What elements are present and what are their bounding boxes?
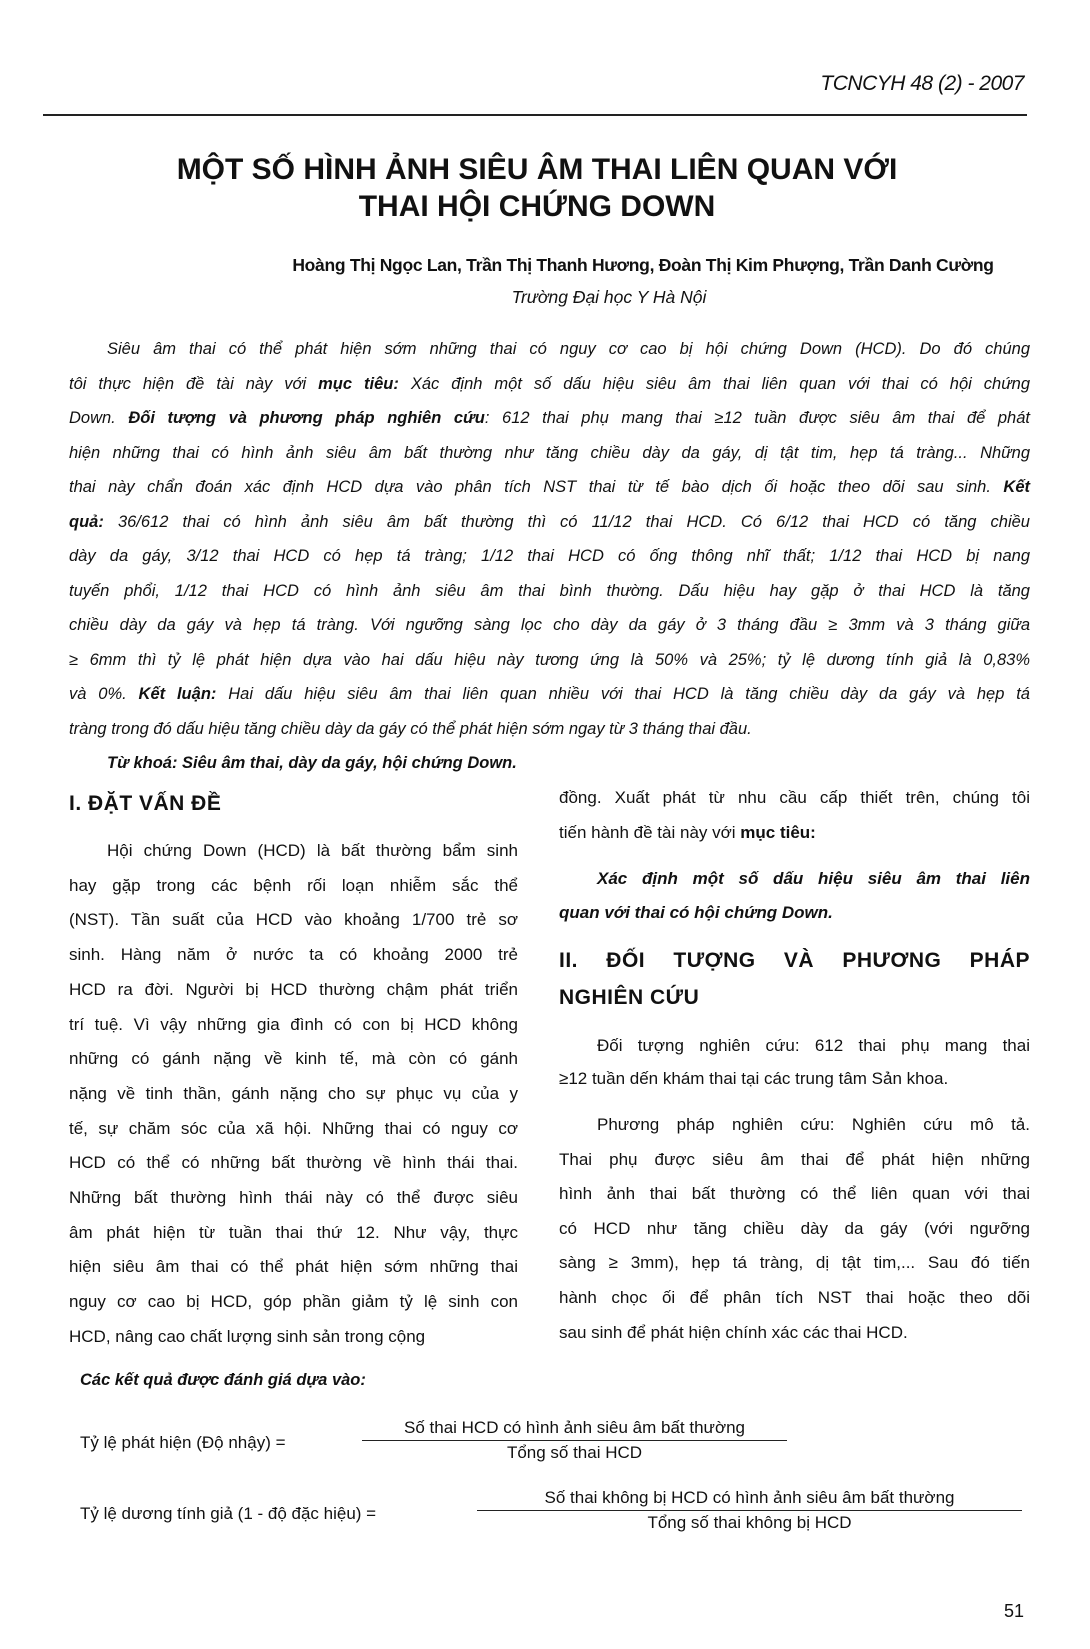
- text-run: Đối tượng nghiên cứu: 612 thai phụ mang thai: [597, 1036, 1030, 1055]
- text-line: [559, 1029, 1030, 1062]
- text-run: Những bất thường hình thái này có thể được siêu: [69, 1188, 518, 1208]
- text-line: [69, 436, 1030, 471]
- text-line: [69, 539, 1030, 574]
- subjects-paragraph: [559, 1029, 1030, 1095]
- text-run: sinh. Hàng năm ở nước ta có khoảng 2000 trẻ: [69, 945, 518, 965]
- text-run: đồng. Xuất phát từ nhu cầu cấp thiết trên, chúng tôi: [559, 788, 1030, 807]
- text-run: tràng trong đó dấu hiệu tăng chiều dày da gáy có thể phát hiện sớm ngay từ 3 tháng thai đầu.: [69, 719, 752, 738]
- text-line: [69, 712, 1030, 747]
- text-run: sàng ≥ 3mm), hẹp tá tràng, dị tật tim,... Sau đó tiến: [559, 1253, 1030, 1273]
- formula-false-positive-label: Tỷ lệ dương tính giả (1 - độ đặc hiệu) =: [80, 1504, 377, 1523]
- text-line: [69, 367, 1030, 402]
- text-run: sau sinh để phát hiện chính xác các thai HCD.: [559, 1322, 908, 1342]
- text-run: hay gặp trong các bệnh rối loạn nhiễm sắc thể: [69, 875, 518, 895]
- text-run: HCD, nâng cao chất lượng sinh sản trong cộng: [69, 1326, 426, 1346]
- text-line: [69, 869, 518, 904]
- bold-run: Đối tượng và phương pháp nghiên cứu: [128, 409, 485, 427]
- text-line: [69, 470, 1030, 505]
- text-line: [69, 677, 1030, 712]
- affiliation: Trường Đại học Y Hà Nội: [511, 287, 707, 307]
- text-line: [69, 574, 1030, 609]
- page-number: 51: [1004, 1601, 1025, 1621]
- keywords: Từ khoá: Siêu âm thai, dày da gáy, hội chứng Down.: [107, 754, 517, 772]
- text-line: [69, 401, 1030, 436]
- bold-run: mục tiêu:: [318, 374, 399, 393]
- text-run: nặng về tinh thần, gánh nặng cho sự phục vụ của y: [69, 1083, 518, 1103]
- formula-sensitivity-fraction: [362, 1418, 787, 1463]
- text-line: [69, 1112, 518, 1147]
- text-run: HCD có thể có những bất thường về hình thái thai.: [69, 1153, 518, 1173]
- bold-run: quả:: [69, 512, 104, 531]
- title-line: MỘT SỐ HÌNH ẢNH SIÊU ÂM THAI LIÊN QUAN VỚI: [176, 153, 898, 186]
- text-run: trí tuệ. Vì vậy những gia đình có con bị HCD không: [69, 1014, 518, 1034]
- header-rule: [43, 114, 1027, 116]
- text-line: [69, 505, 1030, 540]
- text-line: [69, 1008, 518, 1043]
- evaluation-intro: Các kết quả được đánh giá dựa vào:: [80, 1371, 366, 1389]
- text-line: [559, 1143, 1030, 1178]
- text-run: 36/612 thai có hình ảnh siêu âm bất thường thì có 11/12 thai HCD. Có 6/12 thai HCD có tăng chiều: [103, 512, 1030, 531]
- text-run: hiện siêu âm thai có thể phát hiện sớm những thai: [69, 1257, 518, 1277]
- methods-paragraph: [559, 1108, 1030, 1350]
- text-line: [559, 979, 1030, 1016]
- text-run: Hội chứng Down (HCD) là bất thường bẩm sinh: [107, 841, 518, 860]
- text-line: [559, 781, 1030, 816]
- text-line: [559, 942, 1030, 979]
- text-run: hiện những thai có hình ảnh siêu âm bất thường như tăng chiều dày da gáy, dị tật tim, hẹp tá tràng... Những: [69, 443, 1030, 462]
- formula-sensitivity-label: Tỷ lệ phát hiện (Độ nhậy) =: [80, 1433, 286, 1452]
- text-line: [559, 1212, 1030, 1247]
- journal-issue-header: TCNCYH 48 (2) - 2007: [820, 72, 1024, 95]
- text-line: [69, 643, 1030, 678]
- text-line: [559, 1062, 1030, 1095]
- text-line: [559, 896, 1030, 930]
- text-line: [69, 973, 518, 1008]
- text-run: Down.: [69, 409, 129, 427]
- section-heading-methods: [559, 942, 1030, 1016]
- text-run: Hai dấu hiệu siêu âm thai liên quan nhiều với thai HCD là tăng chiều dày da gáy và hẹp tá: [216, 685, 1030, 703]
- text-run: (NST). Tần suất của HCD vào khoảng 1/700 trẻ sơ: [69, 910, 518, 930]
- formula-denominator: Tổng số thai không bị HCD: [647, 1513, 852, 1532]
- text-run: NGHIÊN CỨU: [559, 986, 700, 1009]
- text-run: nguy cơ cao bị HCD, góp phần giảm tỷ lệ sinh con: [69, 1292, 518, 1312]
- text-line: [69, 1320, 518, 1355]
- text-line: [69, 1216, 518, 1251]
- text-run: hình ảnh thai bất thường có thể liên quan với thai: [559, 1184, 1030, 1204]
- text-line: [69, 938, 518, 973]
- text-run: và 0%.: [69, 685, 139, 703]
- text-line: [69, 834, 518, 869]
- study-objective: [559, 862, 1030, 930]
- introduction-paragraph: [69, 834, 518, 1355]
- formula-denominator: Tổng số thai HCD: [506, 1443, 643, 1462]
- text-run: hành chọc ối để phân tích NST thai hoặc theo dõi: [559, 1287, 1030, 1307]
- introduction-continuation: [559, 781, 1030, 850]
- text-run: tôi thực hiện đề tài này với: [69, 374, 319, 393]
- text-run: âm phát hiện từ tuần thai thứ 12. Như vậy, thực: [69, 1222, 518, 1242]
- text-run: II. ĐỐI TƯỢNG VÀ PHƯƠNG PHÁP: [559, 949, 1030, 972]
- text-run: những có gánh nặng về kinh tế, mà còn có gánh: [69, 1049, 518, 1069]
- text-line: [69, 1181, 518, 1216]
- text-line: [69, 1146, 518, 1181]
- text-run: Siêu âm thai có thể phát hiện sớm những thai có nguy cơ cao bị hội chứng Down (HCD). Do đó chúng: [107, 340, 1030, 358]
- text-run: Thai phụ được siêu âm thai để phát hiện những: [559, 1149, 1030, 1169]
- text-run: thai này chẩn đoán xác định HCD dựa vào phân tích NST thai từ tế bào dịch ối hoặc theo dõi sau sinh.: [69, 478, 1004, 496]
- text-line: [69, 332, 1030, 367]
- text-line: [559, 862, 1030, 896]
- text-run: tiến hành đề tài này với: [559, 822, 741, 842]
- title-line: THAI HỘI CHỨNG DOWN: [358, 190, 716, 223]
- text-run: Xác định một số dấu hiệu siêu âm thai liên quan với thai có hội chứng: [398, 374, 1031, 393]
- text-run: có HCD như tăng chiều dày da gáy (với ngưỡng: [559, 1218, 1030, 1238]
- text-line: [69, 608, 1030, 643]
- text-run: Phương pháp nghiên cứu: Nghiên cứu mô tả.: [597, 1115, 1030, 1134]
- text-line: [559, 816, 1030, 851]
- bold-run: Kết luận:: [138, 685, 217, 703]
- formula-numerator: Số thai HCD có hình ảnh siêu âm bất thường: [362, 1418, 787, 1441]
- text-run: : 612 thai phụ mang thai ≥12 tuần được siêu âm thai để phát: [484, 409, 1030, 427]
- abstract: [69, 332, 1030, 746]
- text-run: dày da gáy, 3/12 thai HCD có hẹp tá tràng; 1/12 thai HCD có ống thông nhĩ thất; 1/12 thai HCD bị nang: [69, 547, 1030, 565]
- authors: Hoàng Thị Ngọc Lan, Trần Thị Thanh Hương, Đoàn Thị Kim Phượng, Trần Danh Cường: [292, 255, 994, 275]
- text-run: tuyến phổi, 1/12 thai HCD có hình ảnh siêu âm thai bình thường. Dấu hiệu hay gặp ở thai HCD là tăng: [69, 581, 1030, 600]
- text-line: [69, 1042, 518, 1077]
- text-line: [559, 1177, 1030, 1212]
- text-line: [69, 903, 518, 938]
- article-title: [0, 151, 1074, 225]
- text-line: [69, 1077, 518, 1112]
- bold-run: mục tiêu:: [740, 822, 816, 842]
- bold-run: Kết: [1003, 478, 1030, 496]
- text-line: [69, 1285, 518, 1320]
- text-line: [69, 1250, 518, 1285]
- text-line: [559, 1108, 1030, 1143]
- formula-false-positive-fraction: [477, 1488, 1022, 1533]
- text-line: [559, 1246, 1030, 1281]
- text-run: ≥ 6mm thì tỷ lệ phát hiện dựa vào hai dấu hiệu này tương ứng là 50% và 25%; tỷ lệ dương tính giả là 0,83%: [69, 650, 1030, 669]
- formula-numerator: Số thai không bị HCD có hình ảnh siêu âm bất thường: [477, 1488, 1022, 1511]
- text-run: HCD ra đời. Người bị HCD thường chậm phát triển: [69, 979, 518, 999]
- text-run: chiều dày da gáy và hẹp tá tràng. Với ngưỡng sàng lọc cho dày da gáy ở 3 tháng đầu ≥ 3mm và 3 tháng giữa: [69, 616, 1030, 634]
- text-run: Xác định một số dấu hiệu siêu âm thai liên: [597, 869, 1030, 888]
- section-heading-introduction: I. ĐẶT VẤN ĐỀ: [69, 792, 222, 815]
- text-line: [559, 1281, 1030, 1316]
- text-run: ≥12 tuần dến khám thai tại các trung tâm Sản khoa.: [559, 1069, 949, 1088]
- text-run: quan với thai có hội chứng Down.: [559, 903, 833, 922]
- text-line: [559, 1316, 1030, 1351]
- text-run: tế, sự chăm sóc của xã hội. Những thai có nguy cơ: [69, 1118, 518, 1138]
